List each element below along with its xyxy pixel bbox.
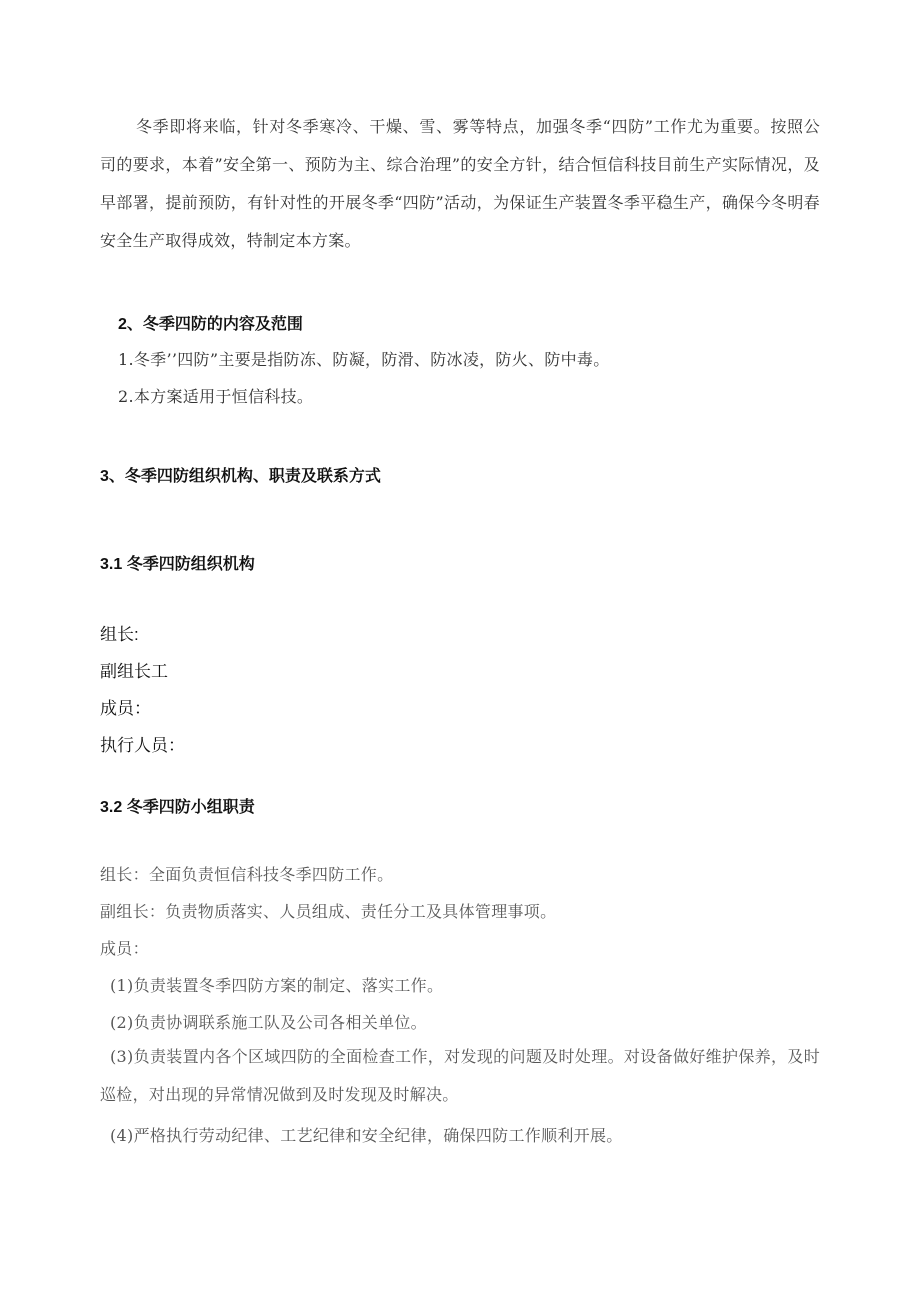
intro-paragraph: 冬季即将来临，针对冬季寒冷、干燥、雪、雾等特点，加强冬季“四防”工作尤为重要。按照公司的要求，本着”安全第一、预防为主、综合治理”的安全方针，结合恒信科技目前生产实际情况，及早部署，提前预防，有针对性的开展冬季“四防”活动，为保证生产装置冬季平稳生产，确保今冬明春安全生产取得成效，特制定本方案。 <box>100 117 820 250</box>
section-3-2-heading: 3.2 冬季四防小组职责 <box>100 799 255 816</box>
duty-item-4: (4)严格执行劳动纪律、工艺纪律和安全纪律，确保四防工作顺利开展。 <box>110 1126 623 1145</box>
role-executors: 执行人员： <box>100 736 185 755</box>
duty-deputy: 副组长：负责物质落实、人员组成、责任分工及具体管理事项。 <box>100 902 557 921</box>
section-2-item-1: 1.冬季’’四防”主要是指防冻、防凝，防滑、防冰凌，防火、防中毒。 <box>118 350 610 369</box>
section-2-item-2: 2.本方案适用于恒信科技。 <box>118 387 314 406</box>
role-leader: 组长: <box>100 625 139 644</box>
duty-members-label: 成员： <box>100 939 149 958</box>
duty-leader: 组长：全面负责恒信科技冬季四防工作。 <box>100 865 394 884</box>
section-3-1-heading: 3.1 冬季四防组织机构 <box>100 556 255 573</box>
role-deputy: 副组长工 <box>100 662 168 681</box>
duty-item-1: (1)负责装置冬季四防方案的制定、落实工作。 <box>110 976 444 995</box>
section-3-heading: 3、冬季四防组织机构、职责及联系方式 <box>100 468 381 485</box>
duty-item-2: (2)负责协调联系施工队及公司各相关单位。 <box>110 1013 427 1032</box>
section-2-heading: 2、冬季四防的内容及范围 <box>118 316 303 333</box>
role-members: 成员： <box>100 699 151 718</box>
duty-item-3: (3)负责装置内各个区域四防的全面检查工作，对发现的问题及时处理。对设备做好维护保养，及时巡检，对出现的异常情况做到及时发现及时解决。 <box>100 1047 820 1104</box>
